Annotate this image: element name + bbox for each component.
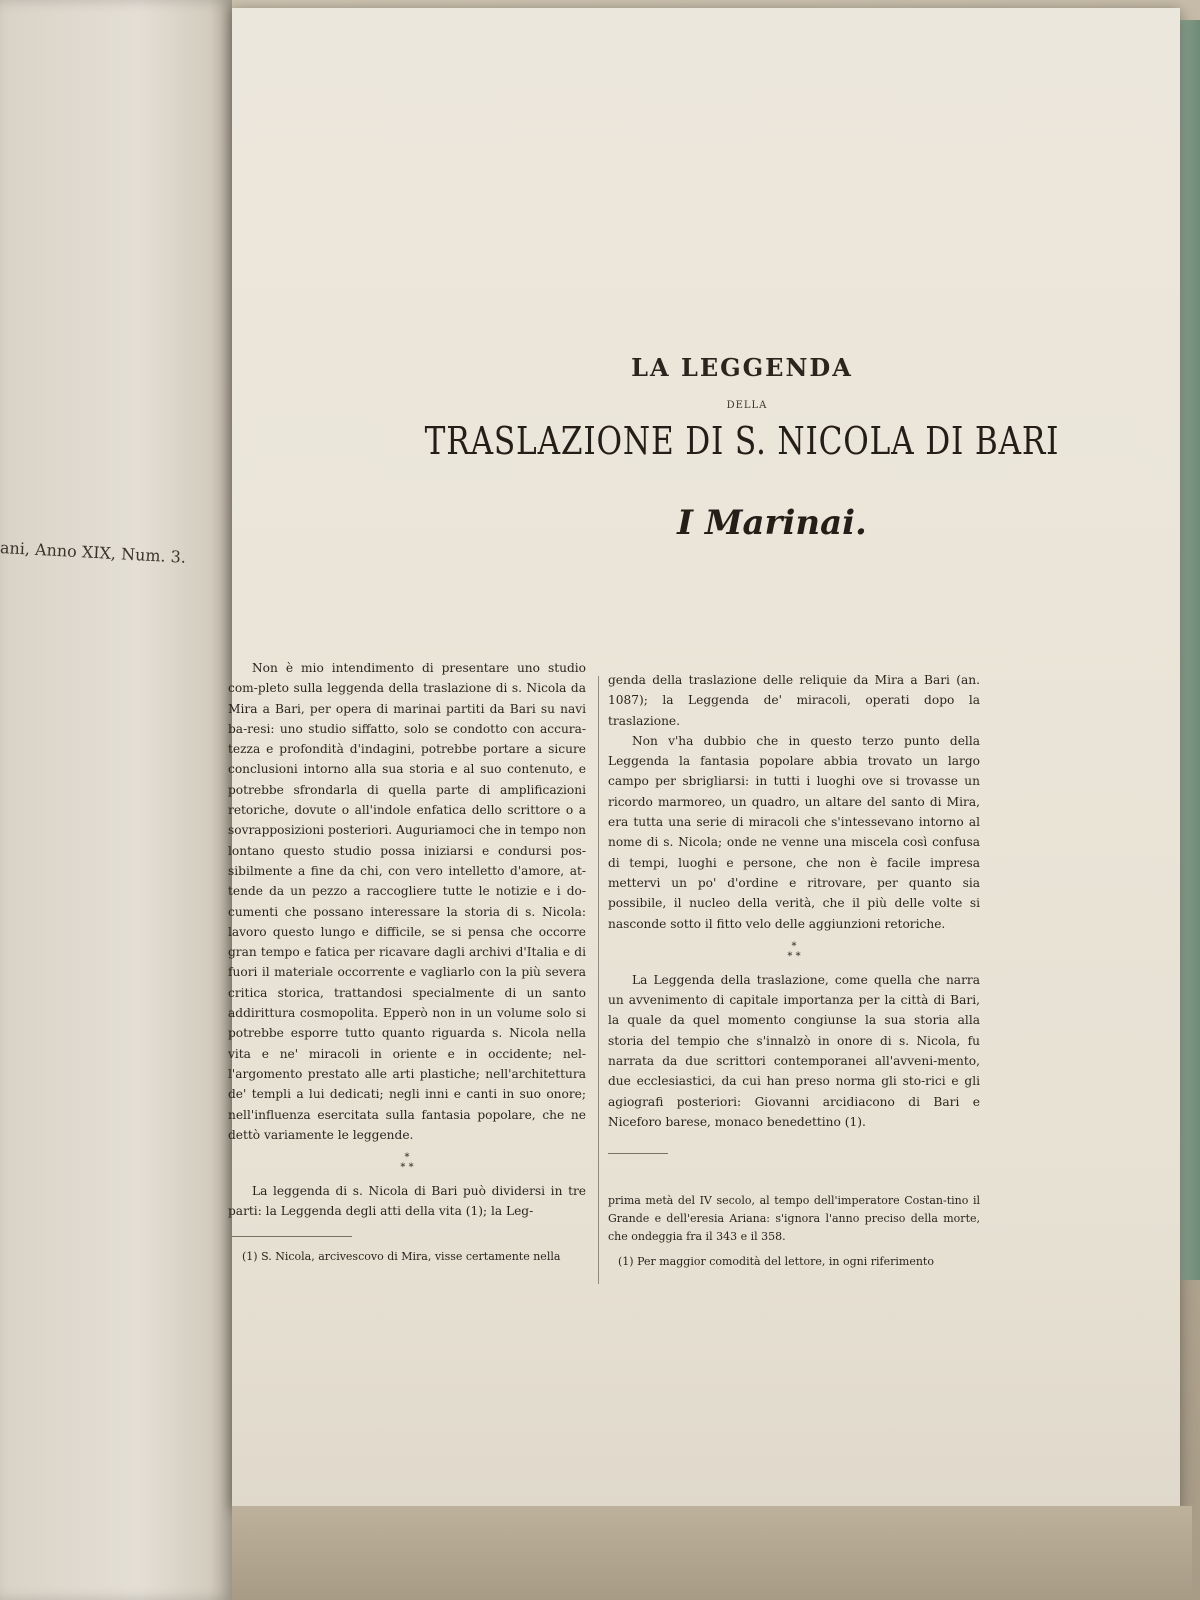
left-footnote: (1) S. Nicola, arcivescovo di Mira, visse certamente nella — [242, 1250, 561, 1263]
right-section-stars: * * * — [787, 940, 801, 962]
column-divider — [598, 676, 599, 1284]
right-paragraph-2: Non v'ha dubbio che in questo terzo punto della Leggenda la fantasia popolare abbia trovato un largo campo per sbrigliarsi: in tutti i luoghi ove si trovasse un ricordo marmoreo, un quadro, un altare del santo di Mira, era tutta una serie di miracoli che s'intessevano intorno al nome di s. Nicola; onde ne venne una miscela così confusa di tempi, luoghi e persone, che non è facile impresa mettervi un po' d'ordine e ritrovare, per quanto sia possibile, il nucleo della verità, che il più delle volte si nasconde sotto il fitto velo delle aggiunzioni retoriche. — [608, 733, 980, 931]
right-column — [608, 670, 980, 1132]
left-page — [0, 0, 232, 1600]
left-page-running-head: ani, Anno XIX, Num. 3. — [0, 538, 187, 567]
right-footnote-continuation: prima metà del IV secolo, al tempo dell'imperatore Costan-tino il Grande e dell'eresia Ariana: s'ignora l'anno preciso della morte, che ondeggia fra il 343 e il 358. — [608, 1194, 980, 1243]
left-footnote-rule — [232, 1236, 352, 1237]
page-bottom-edge — [232, 1506, 1192, 1600]
title-block — [232, 353, 1172, 543]
left-section-stars: * * * — [400, 1152, 414, 1174]
left-paragraph-2: La leggenda di s. Nicola di Bari può dividersi in tre parti: la Leggenda degli atti della vita (1); la Leg- — [228, 1184, 586, 1219]
title-della: DELLA — [726, 400, 768, 411]
main-page — [228, 8, 1180, 1508]
left-paragraph-1: Non è mio intendimento di presentare uno studio com-pleto sulla leggenda della traslazione di s. Nicola da Mira a Bari, per opera di marinai partiti da Bari su navi ba-resi: uno studio siffatto, solo se condotto con accura-tezza e profondità d'indagini, potrebbe portare a sicure conclusioni intorno alla sua storia e al suo contenuto, e potrebbe sfrondarla di quella parte di amplificazioni retoriche, dovute o all'indole enfatica dello scrittore o a sovrapposizioni posteriori. Auguriamoci che in tempo non lontano questo studio possa iniziarsi e condursi pos-sibilmente a fine da chi, con vero intelletto d'amore, at-tende da un pezzo a raccogliere tutte le notizie e i do-cumenti che possano interessare la storia di s. Nicola: lavoro questo lungo e difficile, se si pensa che occorre gran tempo e fatica per ricavare dagli archivi d'Italia e di fuori il materiale occorrente e vagliarlo con la più severa critica storica, trattandosi specialmente di un santo addirittura cosmopolita. Epperò non in un volume solo si potrebbe esporre tutto quanto riguarda s. Nicola nella vita e ne' miracoli in oriente e in occidente; nel-l'argomento prestato alle arti plastiche; nell'architettura de' templi a lui dedicati; negli inni e canti in suo onore; nell'influenza esercitata sulla fantasia popolare, che ne dettò variamente le leggende. — [228, 661, 586, 1142]
right-paragraph-1: genda della traslazione delle reliquie da Mira a Bari (an. 1087); la Leggenda de' miracoli, operati dopo la traslazione. — [608, 673, 980, 728]
title-line-1: LA LEGGENDA — [631, 353, 853, 382]
right-footnote-rule — [608, 1153, 668, 1154]
title-line-3: I Marinai. — [677, 503, 867, 543]
right-footnote-2: (1) Per maggior comodità del lettore, in ogni riferimento — [618, 1255, 934, 1268]
left-column — [228, 658, 586, 1222]
title-line-2: TRASLAZIONE DI S. NICOLA DI BARI — [424, 419, 1060, 463]
right-paragraph-3: La Leggenda della traslazione, come quella che narra un avvenimento di capitale importanza per la città di Bari, la quale da quel momento congiunse la sua storia alla storia del tempio che s'innalzò in onore di s. Nicola, fu narrata da due scrittori contemporanei all'avveni-mento, due ecclesiastici, da cui han preso norma gli sto-rici e gli agiografi posteriori: Giovanni arcidiacono di Bari e Niceforo barese, monaco benedettino (1). — [608, 972, 980, 1129]
